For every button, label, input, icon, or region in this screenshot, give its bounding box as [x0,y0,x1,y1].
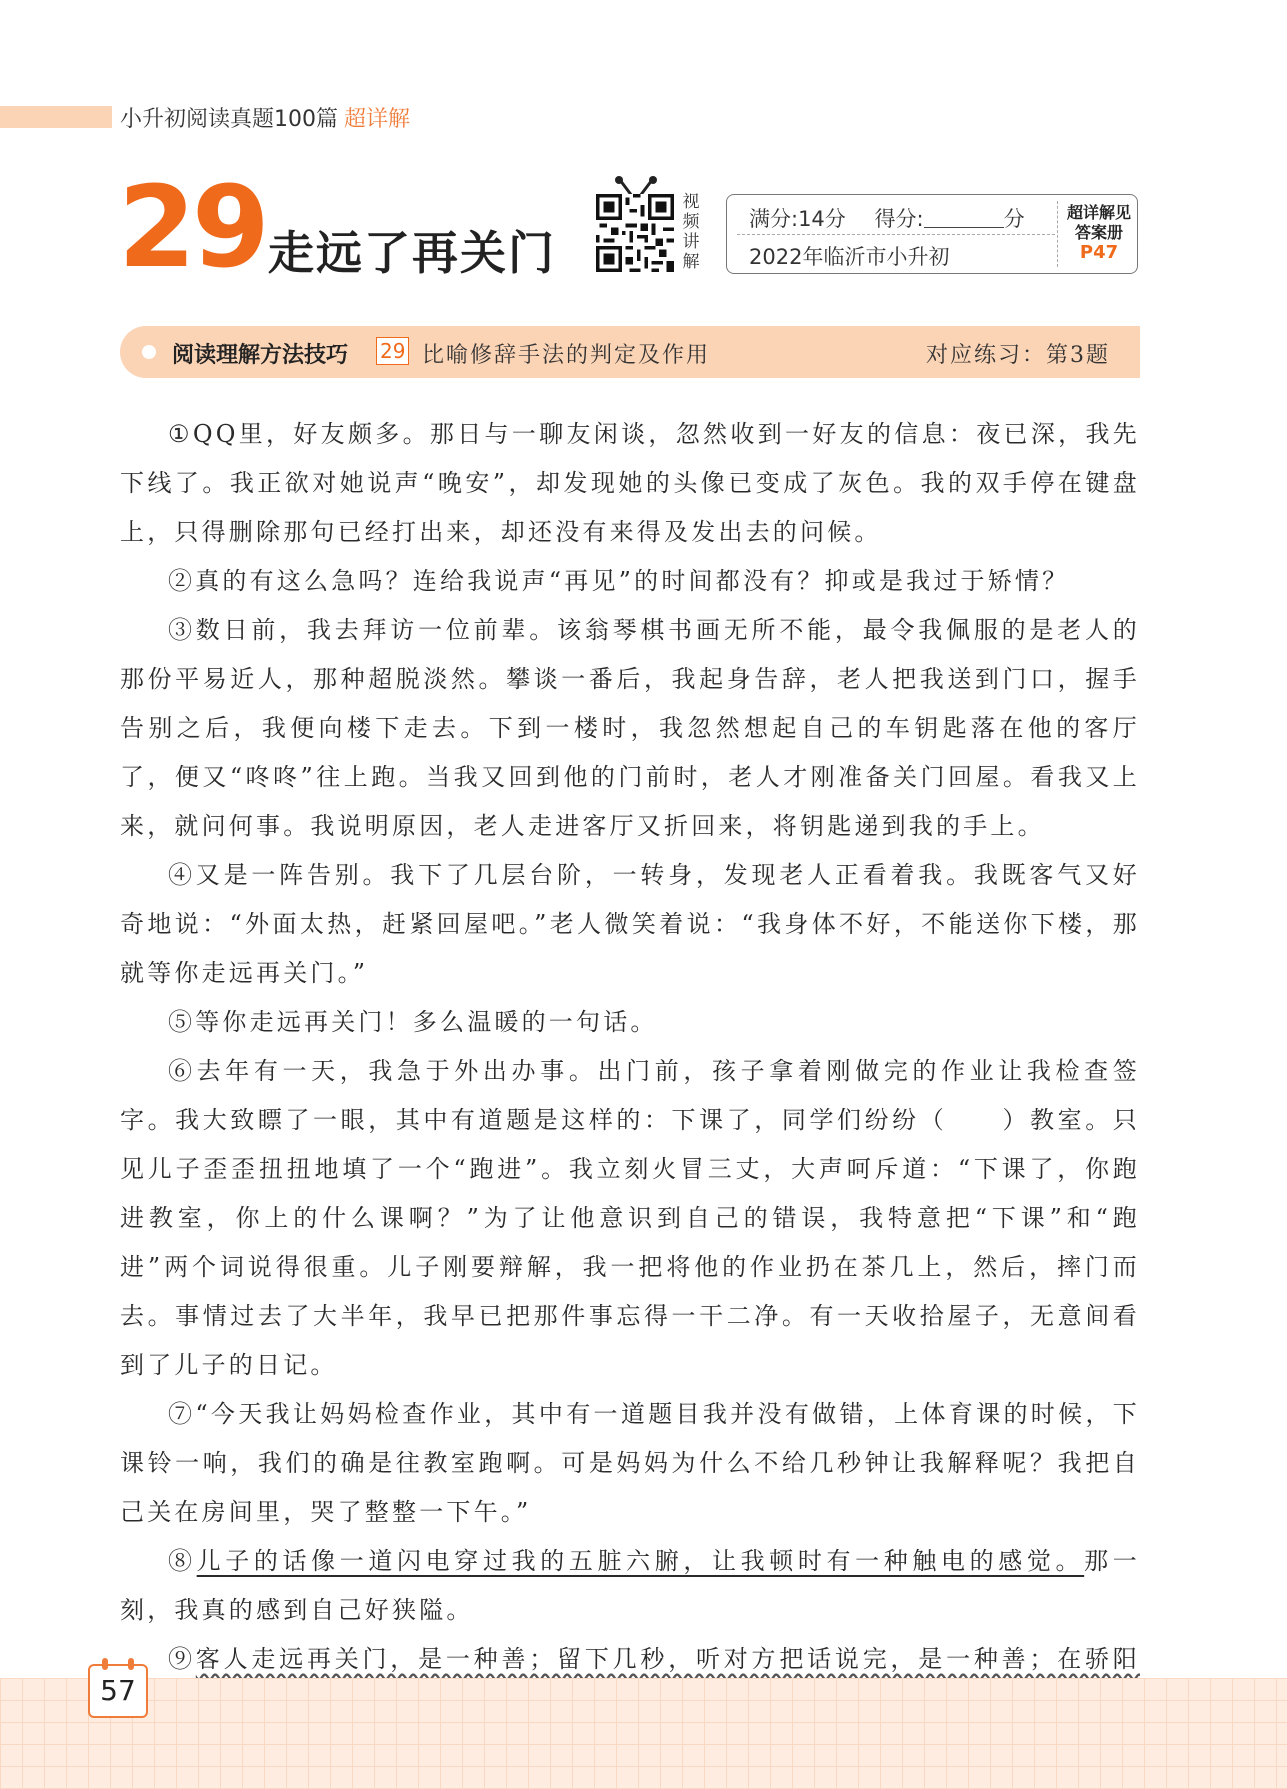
video-explain-label: 视频讲解 [682,192,700,272]
bullet-dot-icon [142,345,156,359]
score-label: 得分: [874,207,924,231]
footer-grid [0,1678,1287,1789]
answer-ref-page: P47 [1079,242,1119,263]
paragraph-8-number: ⑧ [168,1547,197,1575]
paragraph-8-rest: 那一刻，我真的感到自己好狭隘。 [120,1547,1141,1624]
score-row [749,203,1025,233]
score-box [726,194,1138,274]
series-name: 小升初阅读真题100篇 [120,107,338,132]
score-divider [737,234,1055,235]
paragraph-1: ①QQ里，好友颇多。那日与一聊友闲谈，忽然收到一好友的信息：夜已深，我先下线了。我正欲对她说声“晚安”，却发现她的头像已变成了灰色。我的双手停在键盘上，只得删除那句已经打出来，却还没有来得及发出去的问候。 [120,420,1140,546]
method-label: 阅读理解方法技巧 [172,343,349,368]
binder-ring-icon [128,1658,134,1670]
answer-ref-line1: 超详解见 [1066,203,1131,222]
method-number: 29 [376,337,409,365]
paragraph-3: ③数日前，我去拜访一位前辈。该翁琴棋书画无所不能，最令我佩服的是老人的那份平易近人，那种超脱淡然。攀谈一番后，我起身告辞，老人把我送到门口，握手告别之后，我便向楼下走去。下到一楼时，我忽然想起自己的车钥匙落在他的客厅了，便又“咚咚”往上跑。当我又回到他的门前时，老人才刚准备关门回屋。看我又上来，就问何事。我说明原因，老人走进客厅又折回来，将钥匙递到我的手上。 [120,616,1140,840]
series-title [120,102,410,133]
paragraph-9-number: ⑨ [168,1645,196,1673]
underlined-sentence: 儿子的话像一道闪电穿过我的五脏六腑，让我顿时有一种触电的感觉。 [196,1547,1085,1575]
paragraph-2: ②真的有这么急吗？连给我说声“再见”的时间都没有？抑或是我过于矫情？ [168,567,1070,595]
answer-reference [1061,203,1137,263]
exam-source: 2022年临沂市小升初 [749,245,950,269]
score-blank[interactable] [924,207,1004,228]
page-number: 57 [100,1674,136,1707]
page-number-badge [88,1664,148,1718]
paragraph-7: ⑦“今天我让妈妈检查作业，其中有一道题目我并没有做错，上体育课的时候，下课铃一响，我们的确是往教室跑啊。可是妈妈为什么不给几秒钟让我解释呢？我把自己关在房间里，哭了整整一下午。” [120,1400,1140,1526]
lesson-number: 29 [118,163,266,293]
method-practice: 对应练习：第3题 [926,343,1110,368]
wavy-underlined-sentence: 客人走远再关门，是一种善；留下几秒，听对方把话说完，是一种善；在骄阳 [195,1645,1140,1673]
lesson-title: 走远了再关门 [268,226,556,280]
score-unit: 分 [1003,207,1025,231]
paragraph-4: ④又是一阵告别。我下了几层台阶，一转身，发现老人正看着我。我既客气又好奇地说：“外面太热，赶紧回屋吧。”老人微笑着说：“我身体不好，不能送你下楼，那就等你走远再关门。” [120,861,1140,987]
method-bar [120,326,1140,378]
method-topic: 比喻修辞手法的判定及作用 [422,343,711,368]
series-accent: 超详解 [344,107,411,132]
header-color-bar [0,106,112,128]
answer-ref-line2: 答案册 [1074,223,1123,242]
full-score: 满分:14分 [749,207,846,231]
binder-ring-icon [102,1658,108,1670]
reading-passage [120,410,1140,1733]
score-vertical-divider [1057,201,1058,267]
paragraph-6: ⑥去年有一天，我急于外出办事。出门前，孩子拿着刚做完的作业让我检查签字。我大致瞟了一眼，其中有道题是这样的：下课了，同学们纷纷（ ）教室。只见儿子歪歪扭扭地填了一个“跑进”。我立刻火冒三丈，大声呵斥道：“下课了，你跑进教室，你上的什么课啊？”为了让他意识到自己的错误，我特意把“下课”和“跑进”两个词说得很重。儿子刚要辩解，我一把将他的作业扔在茶几上，然后，摔门而去。事情过去了大半年，我早已把那件事忘得一干二净。有一天收拾屋子，无意间看到了儿子的日记。 [120,1057,1140,1379]
qr-code-icon[interactable] [596,194,674,272]
paragraph-8 [120,1537,1140,1635]
paragraph-5: ⑤等你走远再关门！多么温暖的一句话。 [168,1008,658,1036]
